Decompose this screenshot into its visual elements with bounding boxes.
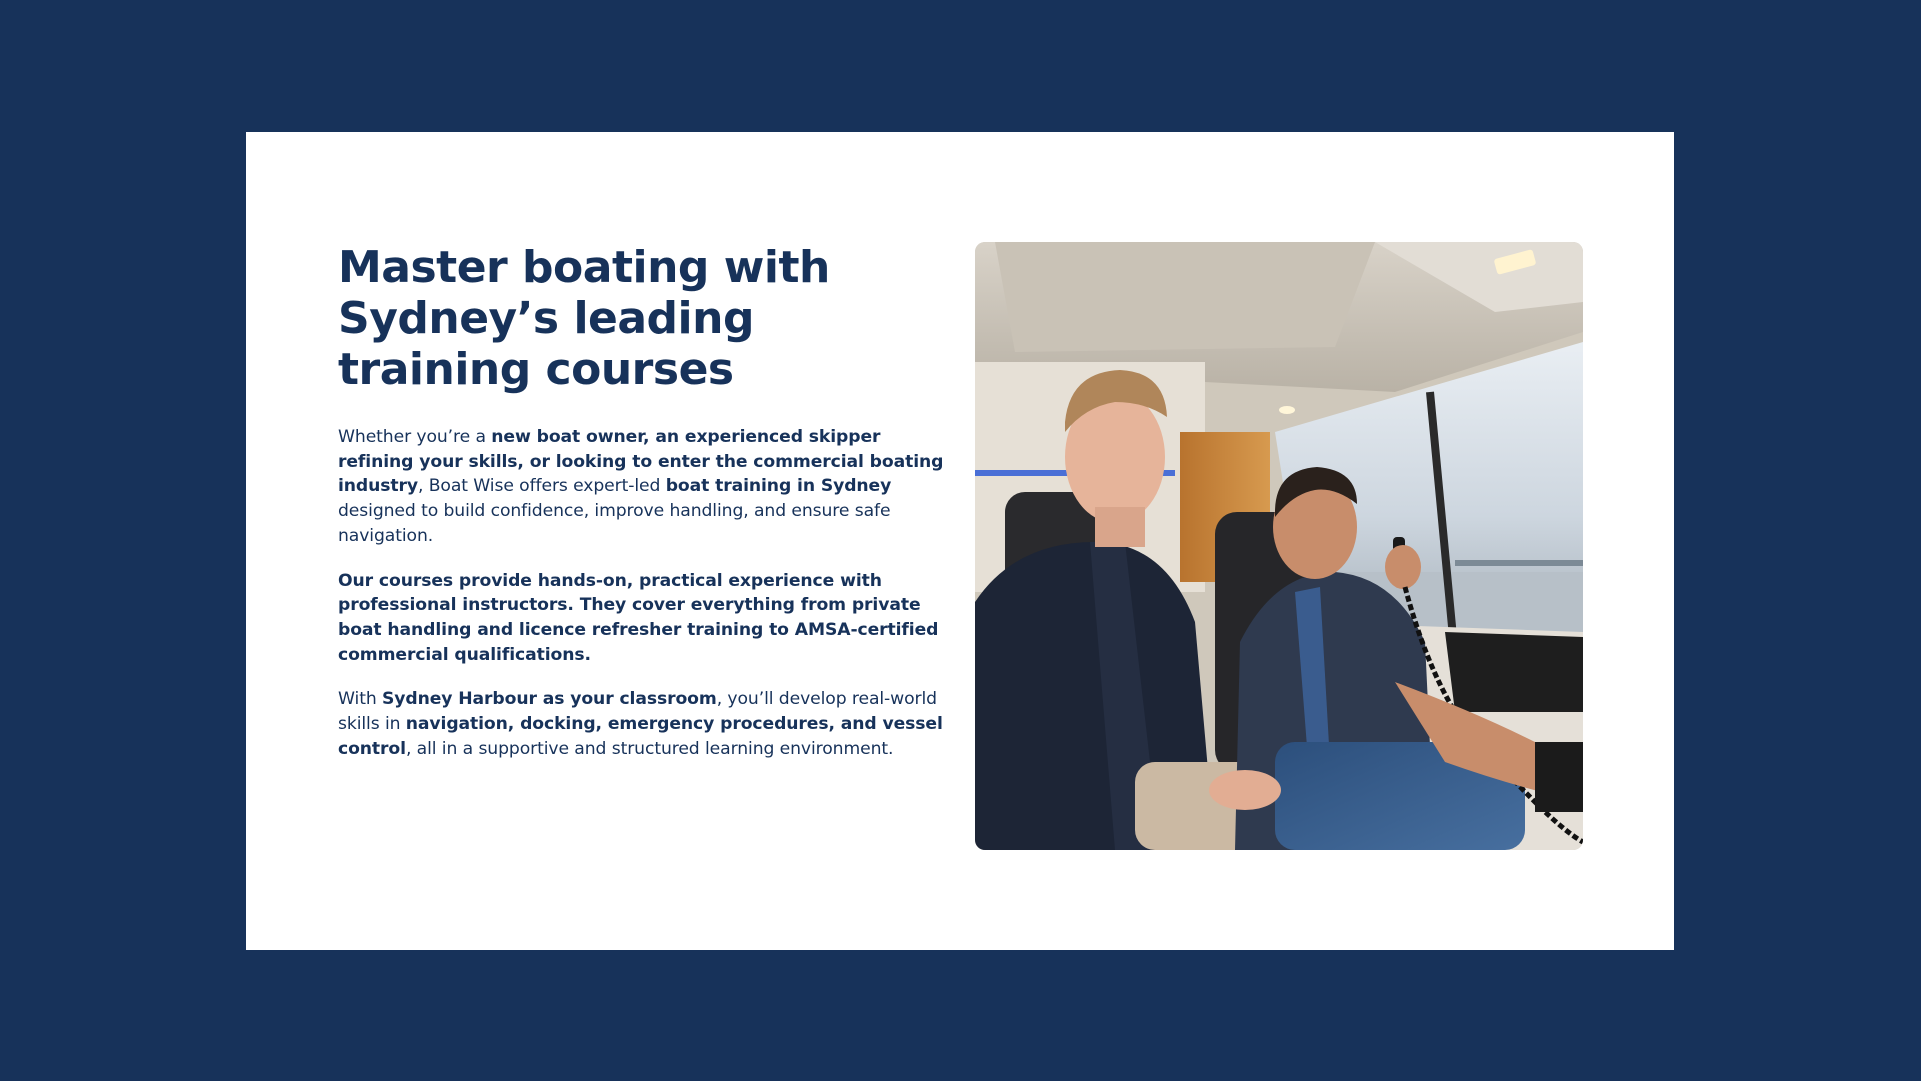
intro-paragraph — [338, 425, 953, 549]
text-column — [338, 242, 953, 781]
harbour-text-2: , you’ll develop real-world skills in — [338, 689, 937, 735]
harbour-text-1: With — [338, 689, 382, 710]
harbour-bold-1: Sydney Harbour as your classroom — [382, 689, 717, 710]
content-card — [246, 132, 1674, 950]
boat-cabin-illustration — [975, 242, 1583, 850]
courses-bold: Our courses provide hands-on, practical experience with professional instructors. They cover everything from private boat handling and licence refresher training to AMSA-certified commercial qualifications. — [338, 570, 939, 665]
page-title: Master boating with Sydney’s leading training courses — [338, 242, 830, 395]
intro-text-1: Whether you’re a — [338, 427, 492, 447]
intro-bold-1: new boat owner, an experienced skipper refining your skills, or looking to enter the commercial boating industry — [338, 427, 944, 497]
courses-paragraph — [338, 569, 953, 668]
harbour-paragraph — [338, 687, 953, 761]
training-photo — [975, 242, 1583, 850]
intro-bold-2: boat training in Sydney — [665, 476, 892, 497]
intro-text-2: , Boat Wise offers expert-led — [418, 476, 666, 497]
harbour-bold-2: navigation, docking, emergency procedures, and vessel control — [338, 714, 943, 759]
intro-text-3: designed to build confidence, improve handling, and ensure safe navigation. — [338, 501, 891, 546]
harbour-text-3: , all in a supportive and structured learning environment. — [405, 738, 894, 759]
